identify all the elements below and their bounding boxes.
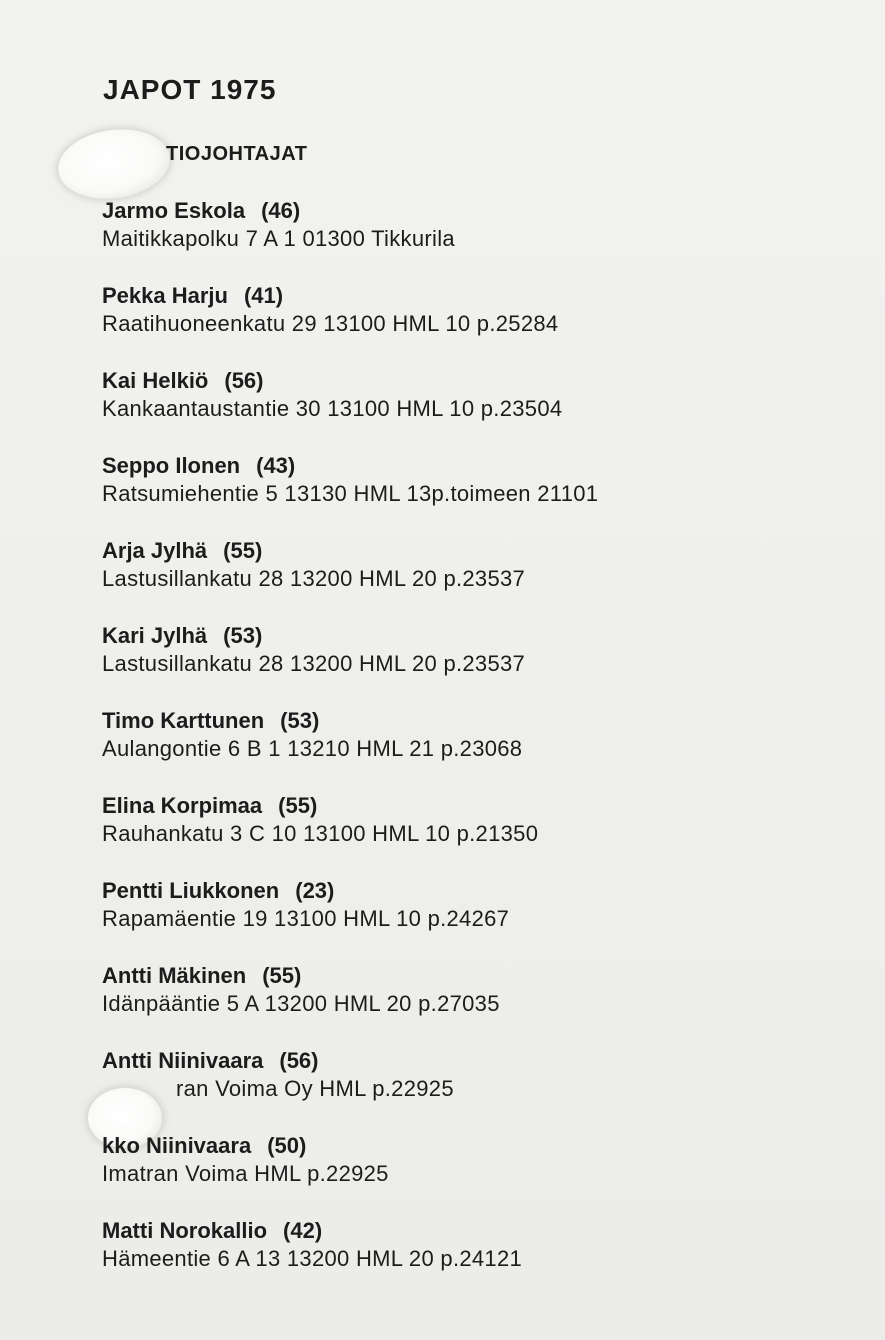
contact-entry xyxy=(102,537,598,622)
contact-entry xyxy=(102,452,598,537)
contact-age: (55) xyxy=(262,963,302,988)
contact-name: Antti Niinivaara xyxy=(102,1048,264,1073)
contact-address: Imatran Voima HML p.22925 xyxy=(102,1161,389,1186)
contact-entry xyxy=(102,877,598,962)
contact-address: ran Voima Oy HML p.22925 xyxy=(176,1076,454,1101)
contact-name: Kai Helkiö xyxy=(102,368,209,393)
contact-name: Seppo Ilonen xyxy=(102,453,241,478)
contact-age: (56) xyxy=(224,368,264,393)
contact-age: (56) xyxy=(279,1048,319,1073)
contact-name: kko Niinivaara xyxy=(102,1133,252,1158)
contact-entry xyxy=(102,622,598,707)
contact-age: (41) xyxy=(243,283,284,308)
contact-name: Timo Karttunen xyxy=(102,708,265,733)
contact-name: Arja Jylhä xyxy=(102,538,208,563)
contact-entry xyxy=(102,792,598,877)
contact-entry xyxy=(102,197,598,282)
contact-age: (53) xyxy=(223,623,263,648)
contact-name: Elina Korpimaa xyxy=(102,793,263,818)
contact-address: Rauhankatu 3 C 10 13100 HML 10 p.21350 xyxy=(102,821,539,846)
contact-entry xyxy=(102,707,598,792)
contact-age: (43) xyxy=(256,453,296,478)
contact-age: (53) xyxy=(280,708,320,733)
contact-entry xyxy=(102,282,598,367)
punch-hole-top xyxy=(54,123,174,206)
contact-entry xyxy=(102,1047,598,1132)
contact-address: Kankaantaustantie 30 13100 HML 10 p.23504 xyxy=(102,396,563,421)
contact-name: Kari Jylhä xyxy=(102,623,208,648)
contact-name: Pentti Liukkonen xyxy=(102,878,280,903)
contact-entry xyxy=(102,367,598,452)
contact-address: Maitikkapolku 7 A 1 01300 Tikkurila xyxy=(102,226,455,251)
contact-age: (55) xyxy=(223,538,263,563)
contact-address: Raatihuoneenkatu 29 13100 HML 10 p.25284 xyxy=(102,311,559,336)
contact-age: (23) xyxy=(295,878,335,903)
contact-age: (42) xyxy=(283,1218,323,1243)
contact-entry xyxy=(102,1217,598,1302)
contact-name: Antti Mäkinen xyxy=(102,963,247,988)
contact-name: Pekka Harju xyxy=(102,283,228,308)
contact-age: (46) xyxy=(261,198,301,223)
contact-address: Idänpääntie 5 A 13200 HML 20 p.27035 xyxy=(102,991,500,1016)
contact-name: Matti Norokallio xyxy=(102,1218,268,1243)
section-title: TIOJOHTAJAT xyxy=(166,143,308,165)
contact-entry xyxy=(102,962,598,1047)
contact-name: Jarmo Eskola xyxy=(102,198,246,223)
contact-age: (55) xyxy=(278,793,318,818)
document-title: JAPOT 1975 xyxy=(103,74,277,105)
contact-address: Hämeentie 6 A 13 13200 HML 20 p.24121 xyxy=(102,1246,523,1271)
contact-age: (50) xyxy=(267,1133,307,1158)
contact-address: Lastusillankatu 28 13200 HML 20 p.23537 xyxy=(102,566,526,591)
contact-address: Aulangontie 6 B 1 13210 HML 21 p.23068 xyxy=(102,736,523,761)
contact-address: Lastusillankatu 28 13200 HML 20 p.23537 xyxy=(102,651,526,676)
contact-list xyxy=(102,197,598,1302)
contact-address: Ratsumiehentie 5 13130 HML 13p.toimeen 21101 xyxy=(102,481,599,506)
contact-entry xyxy=(102,1132,598,1217)
contact-address: Rapamäentie 19 13100 HML 10 p.24267 xyxy=(102,906,510,931)
